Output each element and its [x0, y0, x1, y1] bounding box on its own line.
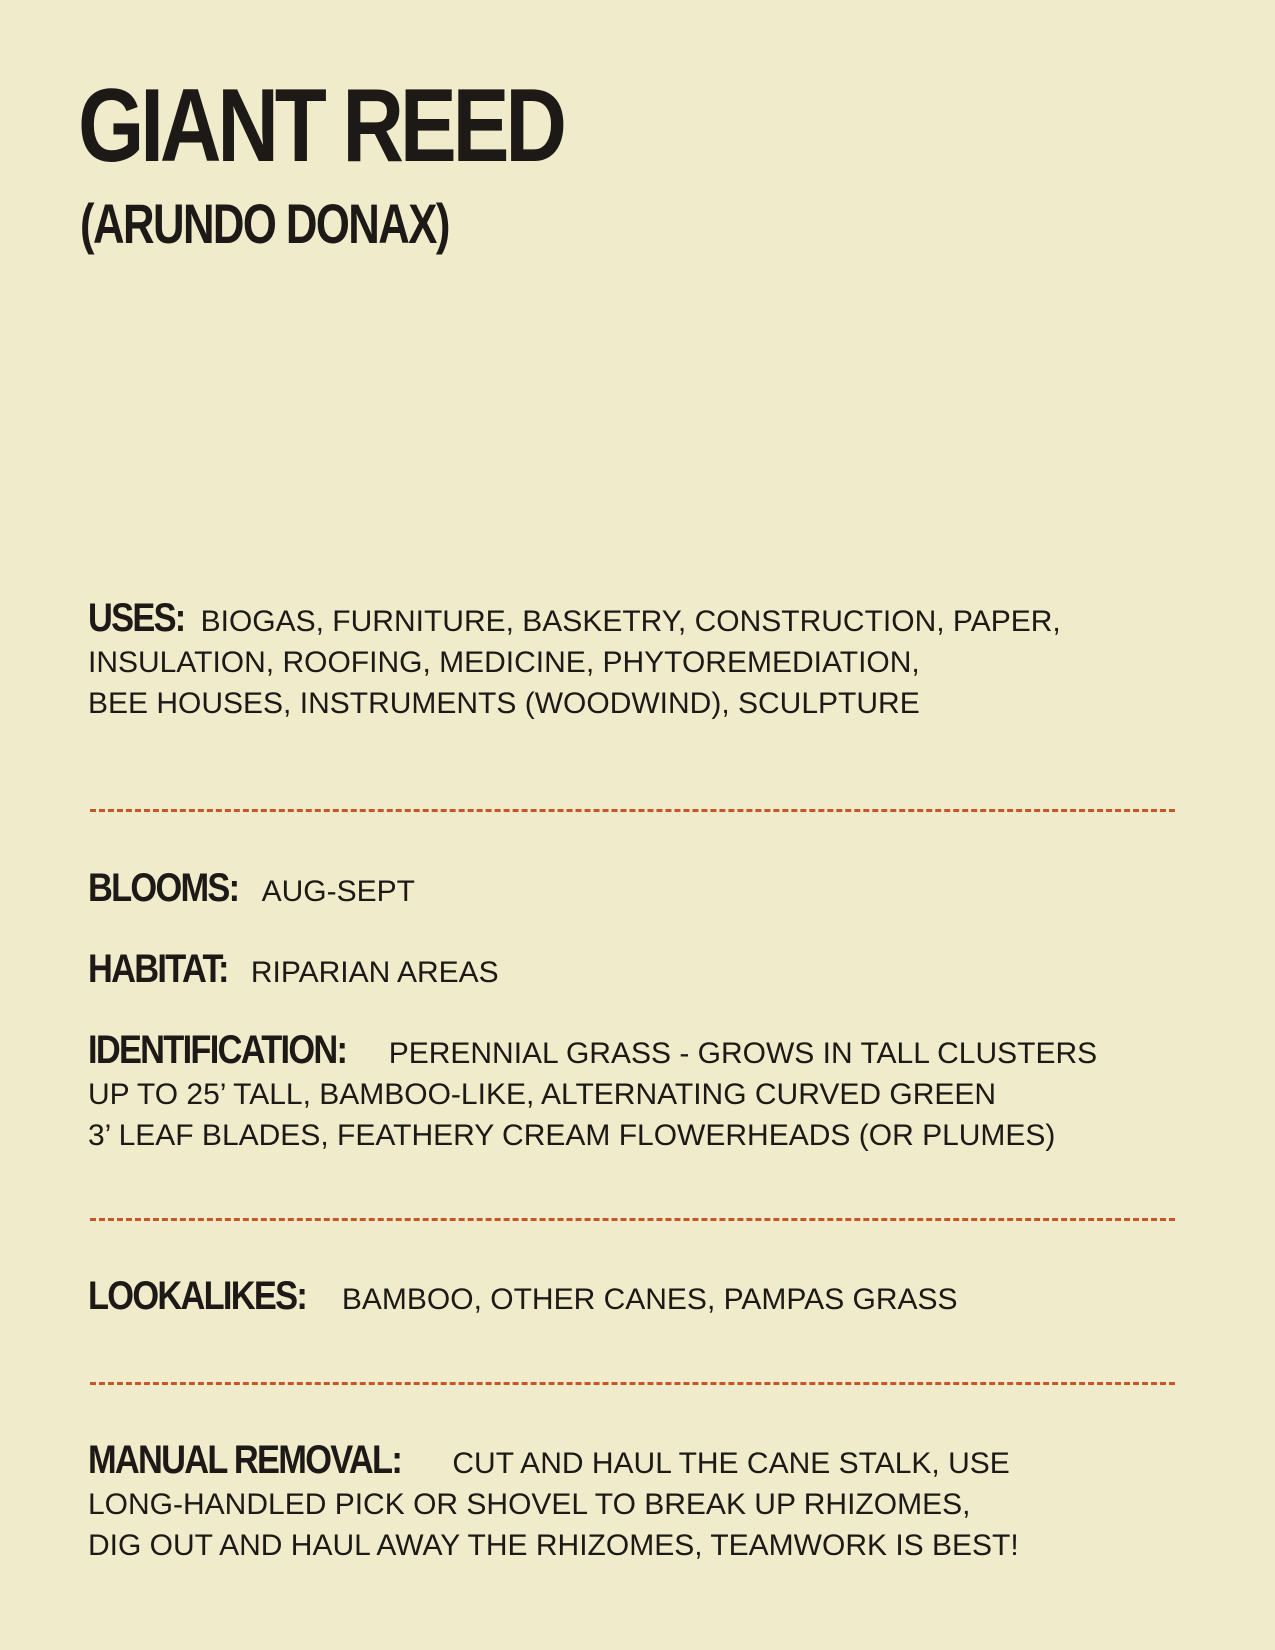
- uses-value-line-2: INSULATION, ROOFING, MEDICINE, PHYTOREMEDIATION,: [88, 646, 920, 679]
- identification-value-line-2: UP TO 25’ TALL, BAMBOO-LIKE, ALTERNATING CURVED GREEN: [88, 1078, 997, 1111]
- lookalikes-label: LOOKALIKES:: [88, 1274, 307, 1318]
- habitat-label: HABITAT:: [88, 947, 228, 991]
- identification-label: IDENTIFICATION:: [88, 1028, 347, 1072]
- habitat-value: RIPARIAN AREAS: [250, 956, 499, 989]
- manual-removal-label: MANUAL REMOVAL:: [88, 1438, 402, 1482]
- identification-value-line-1: PERENNIAL GRASS - GROWS IN TALL CLUSTERS: [388, 1037, 1098, 1070]
- identification-section: [88, 1030, 1188, 1156]
- uses-label: USES:: [88, 596, 185, 640]
- blooms-label: BLOOMS:: [88, 866, 239, 910]
- blooms-value: AUG-SEPT: [261, 875, 415, 908]
- scientific-name: (ARUNDO DONAX): [80, 192, 449, 255]
- blooms-section: [88, 868, 1188, 912]
- manual-removal-section: [88, 1440, 1188, 1566]
- page-title: GIANT REED: [78, 68, 563, 184]
- uses-value-line-3: BEE HOUSES, INSTRUMENTS (WOODWIND), SCULPTURE: [88, 687, 920, 720]
- lookalikes-section: [88, 1276, 1188, 1320]
- section-divider: [90, 809, 1175, 812]
- manual-removal-value-line-3: DIG OUT AND HAUL AWAY THE RHIZOMES, TEAMWORK IS BEST!: [88, 1529, 1019, 1562]
- identification-value-line-3: 3’ LEAF BLADES, FEATHERY CREAM FLOWERHEADS (OR PLUMES): [88, 1119, 1056, 1152]
- uses-value-line-1: BIOGAS, FURNITURE, BASKETRY, CONSTRUCTION, PAPER,: [200, 605, 1061, 638]
- manual-removal-value-line-2: LONG-HANDLED PICK OR SHOVEL TO BREAK UP RHIZOMES,: [88, 1488, 971, 1521]
- uses-section: [88, 598, 1188, 724]
- section-divider: [90, 1218, 1175, 1221]
- lookalikes-value: BAMBOO, OTHER CANES, PAMPAS GRASS: [341, 1283, 958, 1316]
- manual-removal-value-line-1: CUT AND HAUL THE CANE STALK, USE: [452, 1447, 1010, 1480]
- section-divider: [90, 1382, 1175, 1385]
- habitat-section: [88, 949, 1188, 993]
